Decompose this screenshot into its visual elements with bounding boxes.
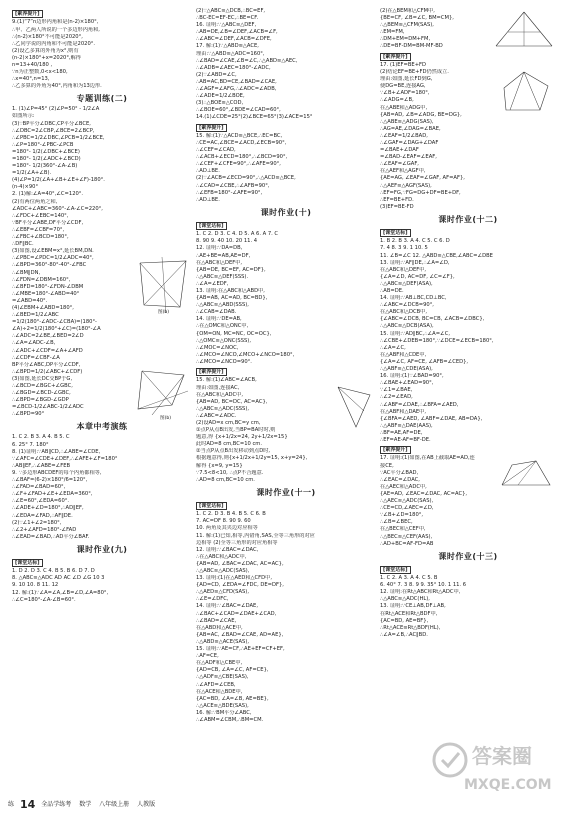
text-line: 17. (1)EF=BE+FD bbox=[380, 61, 427, 68]
text-line: 1. D 2. D 3. C 4. B 5. B 6. D 7. D bbox=[12, 568, 95, 575]
text-line: ∴EF=AE-AF=BF-DE. bbox=[380, 436, 431, 443]
geometry-figure bbox=[334, 381, 374, 431]
text-line: (2)结论EF=BE+FD仍然成立. bbox=[380, 69, 449, 76]
text-line: 13. 证明:(1)在△AED和△CFD中, bbox=[196, 575, 272, 582]
text-line: 15. 证明:∵AD∥BC,∴∠A=∠C, bbox=[380, 330, 450, 337]
text-line: {AB=DE, BC=EF, AC=DF}, bbox=[196, 266, 266, 273]
text-line: (4)∠P=1/2(∠A+∠B+∠E+∠F)-180°. bbox=[12, 177, 105, 184]
text-line: ∴∠CEF+∠CFE=90°,∴∠AFE=90°, bbox=[196, 161, 281, 168]
text-line: ∴△ACE≌△BDE(SAS), bbox=[196, 702, 249, 709]
text-line: 在Rt△ACE和Rt△BDF中, bbox=[380, 610, 438, 617]
text-line: 1. C 2. D 3. C 4. D 5. A 6. A 7. C bbox=[196, 231, 279, 238]
text-line: 1. C 2. B 3. A 4. B 5. C bbox=[12, 434, 70, 441]
text-line: {∠A=∠C, AF=CE, ∠AFB=∠CED}, bbox=[380, 358, 469, 365]
text-line: 1. (1)∠P=45° (2)∠P=50° - 1/2∠A bbox=[12, 106, 100, 113]
text-line: ∴∠BPD=∠BGD-∠GDP bbox=[12, 397, 69, 404]
text-line: ∴AB∥EF,∴∠ABE=∠FEB bbox=[12, 462, 71, 469]
text-line: 理由:如图,延长FD到G, bbox=[380, 76, 433, 83]
text-line: (2)∵∠ABD=∠C, bbox=[196, 71, 237, 78]
text-line: ∴∠EBF=∠CBF=70°, bbox=[12, 226, 65, 233]
answer-block bbox=[380, 238, 556, 444]
text-line: (2)∵△ABC≌△DCB,∴BC=EF, bbox=[196, 8, 266, 14]
text-line: 11. 解:(1)已知,相等,内错角,SAS,全等三角形的对应 bbox=[196, 532, 315, 539]
text-line: (n-4)×90° bbox=[12, 184, 39, 191]
text-line: (n-2)×180°+x=2020°,解得 bbox=[12, 54, 81, 61]
text-line: ∵∠B+∠D=180°, bbox=[380, 512, 423, 519]
column-3 bbox=[380, 8, 556, 794]
text-line: ∴∠AFD=∠CEB, bbox=[196, 681, 236, 688]
text-line: ∠ADC+∠ABC=360°-∠A-∠C=220°, bbox=[12, 205, 103, 212]
text-line: ∴∠GAF=∠DAG+∠DAF bbox=[380, 140, 439, 146]
text-line: ∴∠BAD=∠CAE,∠B=∠C,∴△ABD≌△AEC, bbox=[196, 57, 298, 64]
text-line: ∴∠FBC+∠BCD=180°, bbox=[12, 234, 69, 241]
text-line: 接CE, bbox=[380, 462, 394, 469]
text-line: ∴x=40°,n=13, bbox=[12, 76, 50, 83]
text-line: ∴∠EAD=∠BAD,∴AD平分∠BAF. bbox=[12, 533, 90, 540]
answer-block bbox=[380, 8, 556, 51]
watermark bbox=[428, 736, 558, 806]
text-line: ∴甲、乙两人所说的一个多边形内角和, bbox=[12, 26, 100, 33]
watermark-url: MXQE.COM bbox=[464, 777, 552, 793]
text-line: ∴∠P=180°-∠PBC-∠PCB bbox=[12, 141, 74, 148]
text-line: ∴∠E=∠DFC, bbox=[196, 596, 229, 603]
text-line: {AC=BD, ∠A=∠B, AE=BE}, bbox=[196, 695, 269, 702]
text-line: 12. 解:(1)∵∠A=∠A,∠B=∠D,∠A=80°, bbox=[12, 589, 109, 596]
answer-block bbox=[380, 575, 556, 639]
text-line: (2)有两位两角之和, bbox=[12, 198, 58, 205]
text-line: {AE=AG, ∠EAF=∠GAF, AF=AF}, bbox=[380, 175, 465, 182]
section-label: [课堂达标] bbox=[196, 502, 227, 510]
text-line: 8. △ABC≌△ADC AD AC ∠D ∠G 10 3 bbox=[12, 575, 105, 582]
text-line: =180°- 1/2(∠DBC+∠BCE) bbox=[12, 148, 80, 155]
text-line: (4)∠EBM+∠ABD=180°, bbox=[12, 304, 74, 311]
text-line: ∴∠ADC=2∠BE,∠BED=2∠D bbox=[12, 333, 84, 340]
text-line: 13. 证明:在△ABC和△ABD中, bbox=[196, 288, 265, 294]
text-line: ∴EM=FM, bbox=[380, 29, 405, 36]
answer-block bbox=[196, 133, 376, 204]
section-label: [素养提升] bbox=[380, 53, 411, 61]
text-line: ∴DM+EM=DM+FM, bbox=[380, 36, 431, 43]
text-line: 2. (1)解:∠A=40°,∠C=120°. bbox=[12, 191, 84, 198]
text-line: 根据题意得,则{x+1/2x+1/2y=15, x+y=24}, bbox=[196, 455, 308, 462]
text-line: ∴∠DBC=2∠CBP,∠BCE=2∠BCP, bbox=[12, 127, 95, 134]
text-line: 此时AD=8 cm,BC=10 cm. bbox=[196, 441, 263, 448]
text-line: ∴△BEC≌△CEF(AAS), bbox=[380, 533, 433, 540]
column-2 bbox=[196, 8, 376, 794]
figure-caption: 图(b) bbox=[158, 310, 170, 316]
text-line: (2)∵∠ACB=∠ECD=90°,∴△ACD≌△BCE, bbox=[196, 175, 296, 182]
text-line: 17. 证明:(1)如图,在AB上截取AE=AD,连 bbox=[380, 455, 475, 462]
page-number: 14 bbox=[20, 798, 36, 811]
text-line: ∴∠CEF=∠CAD, bbox=[196, 147, 236, 154]
section-label: [课堂达标] bbox=[380, 229, 411, 237]
text-line: 在△ABF和△CDE中, bbox=[380, 351, 427, 358]
text-line: 题意,得 {x+1/2x=24, 2y+1/2x=15} bbox=[196, 434, 288, 441]
text-line: ∴EF=BE+FD. bbox=[380, 196, 414, 203]
text-line: 12. 证明:∵∠BAC=∠DAC, bbox=[196, 546, 259, 553]
text-line: ∴AF=CE, bbox=[196, 653, 219, 660]
figure-caption: 图(b) bbox=[160, 415, 172, 421]
text-line: 在△ABC和△ADC中, bbox=[196, 391, 243, 398]
section-heading: 课时作业(九) bbox=[76, 544, 128, 554]
section-label: [素养提升] bbox=[12, 10, 43, 18]
text-line: ∴AD+BC=AF-FD=AB bbox=[380, 540, 434, 547]
text-line: ∵AC平分∠BAD, bbox=[380, 469, 419, 476]
text-line: ∴△BEM≌△CFM(SAS), bbox=[380, 22, 434, 29]
text-line: 在△ABC和△DEF中, bbox=[196, 259, 243, 266]
section-heading: 课时作业(十二) bbox=[438, 214, 498, 224]
answer-block bbox=[196, 231, 376, 366]
text-line: {∠BFA=∠AED, ∠ABF=∠DAE, AB=DA}, bbox=[380, 415, 483, 422]
text-line: ∴∠BGD=∠BCD-∠GBC, bbox=[12, 390, 71, 397]
text-line: ∴∠EDA=∠FAD,∴AF∥DE. bbox=[12, 512, 73, 519]
text-line: {AD=CB, ∠A=∠C, AF=CE}, bbox=[196, 667, 269, 674]
text-line: ∴AB=DE,∠B=∠DEF,∠ACB=∠F, bbox=[196, 29, 278, 36]
text-line: ∴AB=AC,BD=CE,∠BAD=∠CAE, bbox=[196, 78, 277, 85]
text-line: ∴在△ABC和△ADC中, bbox=[196, 553, 247, 560]
text-line: 理由:如图,连接AC, bbox=[196, 384, 240, 391]
section-heading: 本章中考演练 bbox=[76, 422, 128, 432]
text-line: ∴∠BAE+∠EAD=90°, bbox=[380, 380, 434, 387]
section-heading: 课时作业(十) bbox=[260, 207, 312, 217]
text-line: 在△ABD和△ACE中, bbox=[196, 624, 243, 631]
text-line: ∴∠ADC+∠CDF=∠A+∠AFD bbox=[12, 347, 83, 354]
text-line: 8. (1)证明:∵AB∥CD,∴∠ABE=∠CDE, bbox=[12, 448, 101, 455]
text-line: 7. 4 8. 3 9. 1 10. 5 bbox=[380, 245, 428, 252]
text-line: 9. 10 10. 8 11. 12 bbox=[12, 582, 59, 589]
text-line: {∠ABC=∠DCB, BC=CB, ∠ACB=∠DBC}, bbox=[380, 316, 485, 323]
text-line: 12. 证明:在Rt△ABC和Rt△ADC中, bbox=[380, 589, 461, 596]
text-line: 9.(1)“7”n边形内角和是(n-2)×180°, bbox=[12, 19, 99, 26]
text-line: 1. C 2. A 3. A 4. C 5. B bbox=[380, 575, 438, 582]
text-line: ∴CE=AC,∠BCE=∠ACD,∠ECB=90°, bbox=[196, 140, 287, 146]
text-line: ∴∠PBC=1/2∠DBC,∠PCB=1/2∠BCE, bbox=[12, 134, 105, 141]
text-line: ∴∠BAC+∠CAD=∠DAE+∠CAD, bbox=[196, 610, 277, 617]
text-line: ∵∠AFC=∠CDE+∠DEF,∴∠AFE+∠F=180° bbox=[12, 455, 118, 462]
text-line: (3)如图,延长DC交BP于G, bbox=[12, 375, 73, 382]
text-line: ∴EF=FG,∵FG=DG+DF=BE+DF, bbox=[380, 189, 461, 196]
text-line: ∴BF=AE,AF=DE, bbox=[380, 429, 423, 436]
text-line: ∴∠EAF=∠GAF, bbox=[380, 161, 419, 168]
text-line: ∴∠MBE=180°-∠ABD=40° bbox=[12, 290, 80, 297]
text-line: ∴∠FDN=∠DBM=160°, bbox=[12, 276, 71, 283]
text-line: =∠BAD-∠EAF=∠EAF, bbox=[380, 154, 437, 161]
text-line: ∴∠MCO=∠NCO,∠MCO+∠NCO=180°, bbox=[196, 351, 295, 358]
text-line: 16. 证明:∵△ABC≌△DEF, bbox=[196, 22, 257, 29]
text-line: (2)在△BEM和△CFM中, bbox=[380, 8, 435, 14]
text-line: ①点P从点B出发,当BP=BA时时,则 bbox=[196, 427, 276, 434]
text-line: ∴△ADF≌△CBE(SAS), bbox=[196, 674, 249, 681]
text-line: ∵∠1=∠BAE, bbox=[380, 387, 413, 394]
text-line: 在△ABE和△ADG中, bbox=[380, 104, 428, 111]
text-line: ∴AD⊥BE. bbox=[196, 196, 220, 203]
text-line: ∴∠FDC+∠EBC=140°, bbox=[12, 212, 69, 219]
geometry-figure bbox=[132, 365, 190, 421]
geometry-figure bbox=[500, 68, 552, 114]
text-line: ∴(n-2)×180°不可能是2020°, bbox=[12, 33, 83, 40]
text-line: ∴∠BAF=(6-2)×180°/6=120°, bbox=[12, 477, 88, 484]
brand-name: 全品学练考 bbox=[41, 801, 72, 808]
text-line: 在△AEF和△AGF中, bbox=[380, 168, 426, 175]
subject-name: 数学 bbox=[79, 801, 92, 808]
text-line: ∴∠AGF=∠AFG,∴∠ADC=∠ADB, bbox=[196, 86, 277, 93]
text-line: ∴△OMC≌△ONC(SSS), bbox=[196, 337, 251, 344]
text-line: 9. ∵多边形ABCDEF的每个内角都相等, bbox=[12, 469, 102, 476]
text-line: ②当点P从点B出发移动到点D时, bbox=[196, 448, 271, 455]
text-line: 13. 证明:∵AF∥DE,∴∠A=∠D, bbox=[380, 259, 450, 266]
answer-block bbox=[12, 568, 192, 603]
text-line: ∴△ABC≌△ADC(HL), bbox=[380, 596, 430, 603]
text-line: ∴△ABC≌△DEF(ASA), bbox=[380, 280, 433, 287]
text-line: {∠A=∠D, AC=DF, ∠C=∠F}, bbox=[380, 273, 455, 280]
section-label: [素养提升] bbox=[196, 368, 227, 376]
text-line: ∴∠ABM=∠CBM,∴BM=CM. bbox=[196, 716, 264, 723]
text-line: ∴∠C=180°-∠A-∠B=60°. bbox=[12, 596, 76, 603]
text-line: ∴△ABC≌△ADC(SSS), bbox=[196, 405, 250, 412]
text-line: ∴∠BCD=∠BGC+∠GBC, bbox=[12, 383, 73, 389]
text-line: 14. 证明:∵AB⊥BC,CD⊥BC, bbox=[380, 295, 447, 302]
text-line: 11. ∠B=∠C 12. △ABD≌△CBE,∠ABC=∠DBE bbox=[380, 252, 493, 259]
text-line: (3)∴△BOE≌△COD, bbox=[196, 100, 244, 107]
text-line: ∴AE+BE=AB,AE=DF, bbox=[196, 252, 251, 259]
text-line: ∴CE=CD,∠AEC=∠D, bbox=[380, 505, 434, 512]
text-line: ∴乙多算的外角为40°,内角和为13边形. bbox=[12, 83, 102, 90]
text-line: ∴∠CDF=∠CBF-∠A bbox=[12, 354, 60, 361]
text-line: =180°- 1/2(∠ADC+∠BCD) bbox=[12, 156, 81, 162]
column-1 bbox=[12, 8, 192, 794]
text-line: ∴DF∥BC. bbox=[12, 241, 34, 248]
text-line: 在△ABC和△DEF中, bbox=[380, 266, 427, 273]
text-line: {AC=BD, AE=BF}, bbox=[380, 617, 429, 624]
text-line: 在△ABC和△DCB中, bbox=[380, 309, 428, 316]
text-line: {AB=AD, BC=DC, AC=AC}, bbox=[196, 398, 268, 405]
text-line: 1. B 2. B 3. A 4. C 5. C 6. D bbox=[380, 238, 450, 245]
text-line: ∴△ABF≌△DAE(AAS), bbox=[380, 422, 433, 429]
text-line: (2)设乙多算的外角为x°,则有 bbox=[12, 47, 79, 54]
text-line: 17. 解:(1)∵△ABD≌△ACE, bbox=[196, 43, 259, 50]
text-line: (3)EF=BE-FD bbox=[380, 203, 414, 210]
text-line: 6. 25° 7. 180° bbox=[12, 441, 49, 448]
text-line: ∴Rt△ACE≌Rt△BDF(HL), bbox=[380, 624, 441, 631]
text-line: ∴AG=AE,∠DAG=∠BAE, bbox=[380, 125, 441, 132]
text-line: 14. 证明:∵DE=AB, bbox=[196, 316, 242, 323]
text-line: ∴∠B=∠BEC, bbox=[380, 519, 413, 526]
watermark-title: 答案圈 bbox=[472, 744, 532, 768]
text-line: ∴BC-EC=EF-EC,∴BE=CF. bbox=[196, 15, 259, 22]
section-label: [课堂达标] bbox=[12, 559, 43, 567]
edition-label: 人教版 bbox=[137, 801, 156, 808]
text-line: ∴∠ABC=∠DCB=90°, bbox=[380, 302, 434, 309]
text-line: (3)∵BP平分∠DBC,CP平分∠BCE, bbox=[12, 120, 91, 127]
text-line: ∵∠B+∠ADF=180°, bbox=[380, 90, 430, 97]
page-prefix: 练 bbox=[8, 801, 15, 808]
text-line: ∴∠2+∠AFD=180°-∠FAD bbox=[12, 526, 77, 533]
text-line: ∴∠CBE+∠DEB=180°,∵∠DCE=∠ECB=180°, bbox=[380, 337, 494, 344]
text-line: ∴△AEC≌△ADC(SAS), bbox=[380, 498, 434, 505]
text-line: ∴∠EAC=∠DAC, bbox=[380, 476, 420, 483]
text-line: ∴∠A=∠ADC-∠B, bbox=[12, 340, 56, 347]
text-line: ∴∠BED=1/2∠ABC bbox=[12, 312, 59, 319]
text-line: ∴∠ADE=1/2∠BOE, bbox=[196, 93, 245, 100]
text-line: =∠BAE+∠DAF bbox=[380, 147, 419, 154]
answer-block bbox=[196, 511, 376, 724]
text-line: ∴∠ABC=∠ADC. bbox=[196, 412, 237, 419]
text-line: 1. C 2. D 3. B 4. B 5. C 6. B bbox=[196, 511, 266, 518]
text-line: (2)设AD=x cm,BC=y cm, bbox=[196, 420, 261, 426]
text-line: ∴∠MCO=∠NCO=90°. bbox=[196, 358, 252, 365]
text-line: ∴乙同学说的内角和不可能是2020°. bbox=[12, 40, 95, 47]
text-line: n=13+40/180 , bbox=[12, 61, 53, 68]
text-line: {AB=AB, AC=AD, BC=BD}, bbox=[196, 295, 268, 302]
text-line: ∴∠E=60°,∠EDA=60°. bbox=[12, 498, 69, 505]
section-label: [课堂达标] bbox=[196, 222, 227, 230]
text-line: ∴∠ABF=∠DAE,∴∠BFA=∠AED, bbox=[380, 401, 459, 408]
text-line: ∴∠ACB+∠ECD=180°,∴∠BCD=90°, bbox=[196, 154, 288, 161]
text-line: ∴△ABD≌△ACE(SAS), bbox=[196, 638, 250, 645]
text-line: ∴∠EAF=1/2∠BAD, bbox=[380, 132, 428, 139]
text-line: {AB=AC, ∠BAD=∠CAE, AD=AE}, bbox=[196, 631, 284, 638]
text-line: =180°- 1/2(360°-∠A-∠B) bbox=[12, 163, 78, 170]
text-line: 在△ADF和△CBE中, bbox=[196, 660, 243, 667]
text-line: ∴∠MOC=∠NOC, bbox=[196, 344, 239, 351]
text-line: 解得 {x=9, y=15} bbox=[196, 462, 243, 469]
text-line: ∵n为正整数,0<x<180, bbox=[12, 69, 68, 76]
text-line: ∴∠BOE=60°,∠BDE=∠CAD=60°, bbox=[196, 107, 281, 114]
text-line: ∴∠ADE+∠D=180°,∴AD∥EF, bbox=[12, 505, 84, 512]
text-line: ∴DE=BF-DM=BM-MF-BD bbox=[380, 43, 443, 50]
text-line: ∴∠ADB=∠AEC=180°-∠ADC, bbox=[196, 64, 271, 71]
text-line: {BE=CF, ∠B=∠C, BM=CM}, bbox=[380, 15, 454, 22]
text-line: 在△ACE和△BDE中, bbox=[196, 688, 243, 695]
text-line: 使DG=BE,连接AG, bbox=[380, 83, 426, 90]
text-line: 在△AEC和△ADC中, bbox=[380, 483, 427, 490]
text-line: (2)∵∠1+∠2=180°, bbox=[12, 519, 62, 526]
text-line: {OM=ON, MC=NC, OC=OC}, bbox=[196, 330, 272, 337]
answer-block bbox=[380, 455, 556, 547]
text-line: ∴∠2=∠EAD, bbox=[380, 394, 413, 401]
answer-block bbox=[12, 434, 192, 540]
text-line: 16. 解:∵BM平分∠ABC, bbox=[196, 709, 252, 716]
text-line: ∴∠BFD=180°-∠FDN-∠DBM bbox=[12, 283, 84, 290]
text-line: ∵BF平分∠ABE,DF平分∠CDF, bbox=[12, 219, 84, 226]
text-line: ∴∠CAB=∠DAB. bbox=[196, 309, 237, 316]
text-line: {AB=AD, ∠B=∠ADG, BE=DG}, bbox=[380, 111, 462, 118]
text-line: ∴△ABC≌△DCB(ASA), bbox=[380, 323, 434, 330]
text-line: 16. 证明:(1)∵∠BAD=90°, bbox=[380, 373, 444, 380]
text-line: ∴∠BPD=1/2(∠ABC+∠CDF) bbox=[12, 368, 83, 375]
text-line: ∴AD⊥BE. bbox=[196, 168, 220, 175]
text-line: ∴∠EFB=180°-∠AFE=90°, bbox=[196, 189, 263, 196]
text-line: ∴∠ABC=∠DEF,∠ACB=∠DFE, bbox=[196, 36, 272, 43]
text-line: {AB=AD, ∠BAC=∠DAC, AC=AC}, bbox=[196, 560, 284, 567]
text-line: BP平分∠ABC,DP平分∠CDF, bbox=[12, 361, 81, 368]
section-label: [素养提升] bbox=[380, 446, 411, 454]
text-line: ∴AB=DE. bbox=[380, 288, 404, 294]
geometry-figure bbox=[136, 255, 190, 315]
text-line: ∴△ABC≌△DEF(SSS). bbox=[196, 273, 249, 280]
text-line: ∴∠BPD=90° bbox=[12, 411, 45, 418]
section-heading: 课时作业(十三) bbox=[438, 551, 498, 561]
text-line: ∴AD=8 cm,BC=10 cm. bbox=[196, 476, 255, 483]
text-line: =∠ABD=40°. bbox=[12, 297, 48, 304]
text-line: ∴∠F+∠FAD+∠E+∠EDA=360°, bbox=[12, 491, 93, 498]
text-line: ∴∠A=∠C, bbox=[380, 344, 406, 351]
answer-block bbox=[380, 62, 556, 211]
text-line: 6. 40° 7. 3 8. 9 9. 35° 10. 1 11. 6 bbox=[380, 582, 467, 589]
section-label: [素养提升] bbox=[196, 124, 227, 132]
text-line: ∵7.5<8<10, ∴点P不合题意. bbox=[196, 469, 264, 476]
text-line: 7. AC=DF 8. 90 9. 60 bbox=[196, 518, 251, 525]
text-line: (3)如图,设∠EBM=x°,延长BM,DN. bbox=[12, 248, 94, 255]
text-line: ∴∠BM∥DN, bbox=[12, 269, 41, 276]
section-heading: 专题训练(二) bbox=[76, 94, 128, 104]
text-line: 12. 证明:∵DA=DB, bbox=[196, 245, 243, 252]
text-line: 13. 证明:∵CE⊥AB,DF⊥AB, bbox=[380, 603, 446, 610]
text-line: ∴△AED≌△CFD(SAS), bbox=[196, 589, 249, 596]
grade-label: 八年级上册 bbox=[99, 801, 130, 808]
text-line: ∴△ABC≌△ADC(SAS), bbox=[196, 568, 250, 574]
text-line: 如图所示: bbox=[12, 113, 35, 120]
text-line: 理由:∵△ABD≌△ADC=160°, bbox=[196, 50, 265, 57]
text-line: ∴∠CAD=∠CBE,∴∠AFB=90°, bbox=[196, 182, 270, 189]
text-line: ∴∠A=∠EDF, bbox=[196, 280, 229, 287]
text-line: 在△BEC和△CEF中, bbox=[380, 526, 426, 533]
text-line: =1/2(∠A+∠B). bbox=[12, 170, 52, 177]
answer-block bbox=[12, 106, 192, 421]
text-line: =∠BCD-1/2∠ABC-1/2∠ADC bbox=[12, 404, 84, 411]
text-line: 10. 两角及其夹边对应相等 bbox=[196, 525, 258, 532]
text-line: ∴△ABE≌△ADG(SAS), bbox=[380, 118, 434, 125]
text-line: 8. 90 9. 40 10. 20 11. 4 bbox=[196, 238, 258, 245]
text-line: ∴△ABC≌△ABD(SSS), bbox=[196, 302, 249, 309]
text-line: 14.(1)∠CDE=25°(2)∠BCE=65°(3)∠ACE=15° bbox=[196, 114, 313, 121]
text-line: ∠A)÷2=1/2(180°+∠C)=(180°-∠A bbox=[12, 326, 101, 333]
text-line: ∴△AEF≌△AGF(SAS), bbox=[380, 182, 432, 189]
text-line: {AD=CD, ∠EDA=∠FDC, DE=DF}, bbox=[196, 582, 284, 589]
answer-block bbox=[196, 8, 376, 122]
answer-block bbox=[196, 377, 376, 483]
text-line: ∴∠BPD=360°-80°-40°-∠FBC bbox=[12, 262, 87, 269]
text-line: ∴∠BAD=∠CAE, bbox=[196, 617, 237, 624]
section-heading: 课时作业(十一) bbox=[256, 487, 316, 497]
text-line: =1/2(180°-∠ADC-∠CBA)=(180°- bbox=[12, 319, 97, 326]
text-line: ∴在△OMC和△ONC中, bbox=[196, 323, 249, 330]
text-line: 15. 解:(1)∠ABC=∠ACB, bbox=[196, 377, 257, 384]
section-label: [课堂达标] bbox=[380, 566, 411, 574]
watermark-logo-icon bbox=[430, 740, 470, 780]
text-line: 边相等 (2)全等三角形的对应角相等 bbox=[196, 539, 278, 546]
text-line: ∴∠PBC=∠PDC=1/2∠ADC=40°, bbox=[12, 255, 94, 262]
text-line: ∴∠ADG=∠B, bbox=[380, 97, 414, 104]
text-line: ∴∠A=∠B,∴AC∥BD. bbox=[380, 631, 428, 638]
text-line: {AE=AD, ∠EAC=∠DAC, AC=AC}, bbox=[380, 490, 468, 497]
answer-block bbox=[12, 19, 192, 90]
text-line: 15. 证明:∵AE=CF,∴AE+EF=CF+EF, bbox=[196, 646, 285, 653]
geometry-figure bbox=[498, 457, 554, 491]
text-line: 在△ABF和△DAE中, bbox=[380, 408, 427, 415]
text-line: 15. 解:(1)∵△ACD≌△BCE,∴EC=BC, bbox=[196, 132, 283, 139]
answer-page bbox=[12, 8, 556, 794]
text-line: ∴△ABF≌△CDE(ASA), bbox=[380, 366, 433, 373]
text-line: ∴∠FAD=∠BAD=60°, bbox=[12, 484, 66, 491]
geometry-figure bbox=[494, 8, 554, 52]
text-line: 14. 证明:∵∠BAC=∠DAE, bbox=[196, 603, 258, 610]
